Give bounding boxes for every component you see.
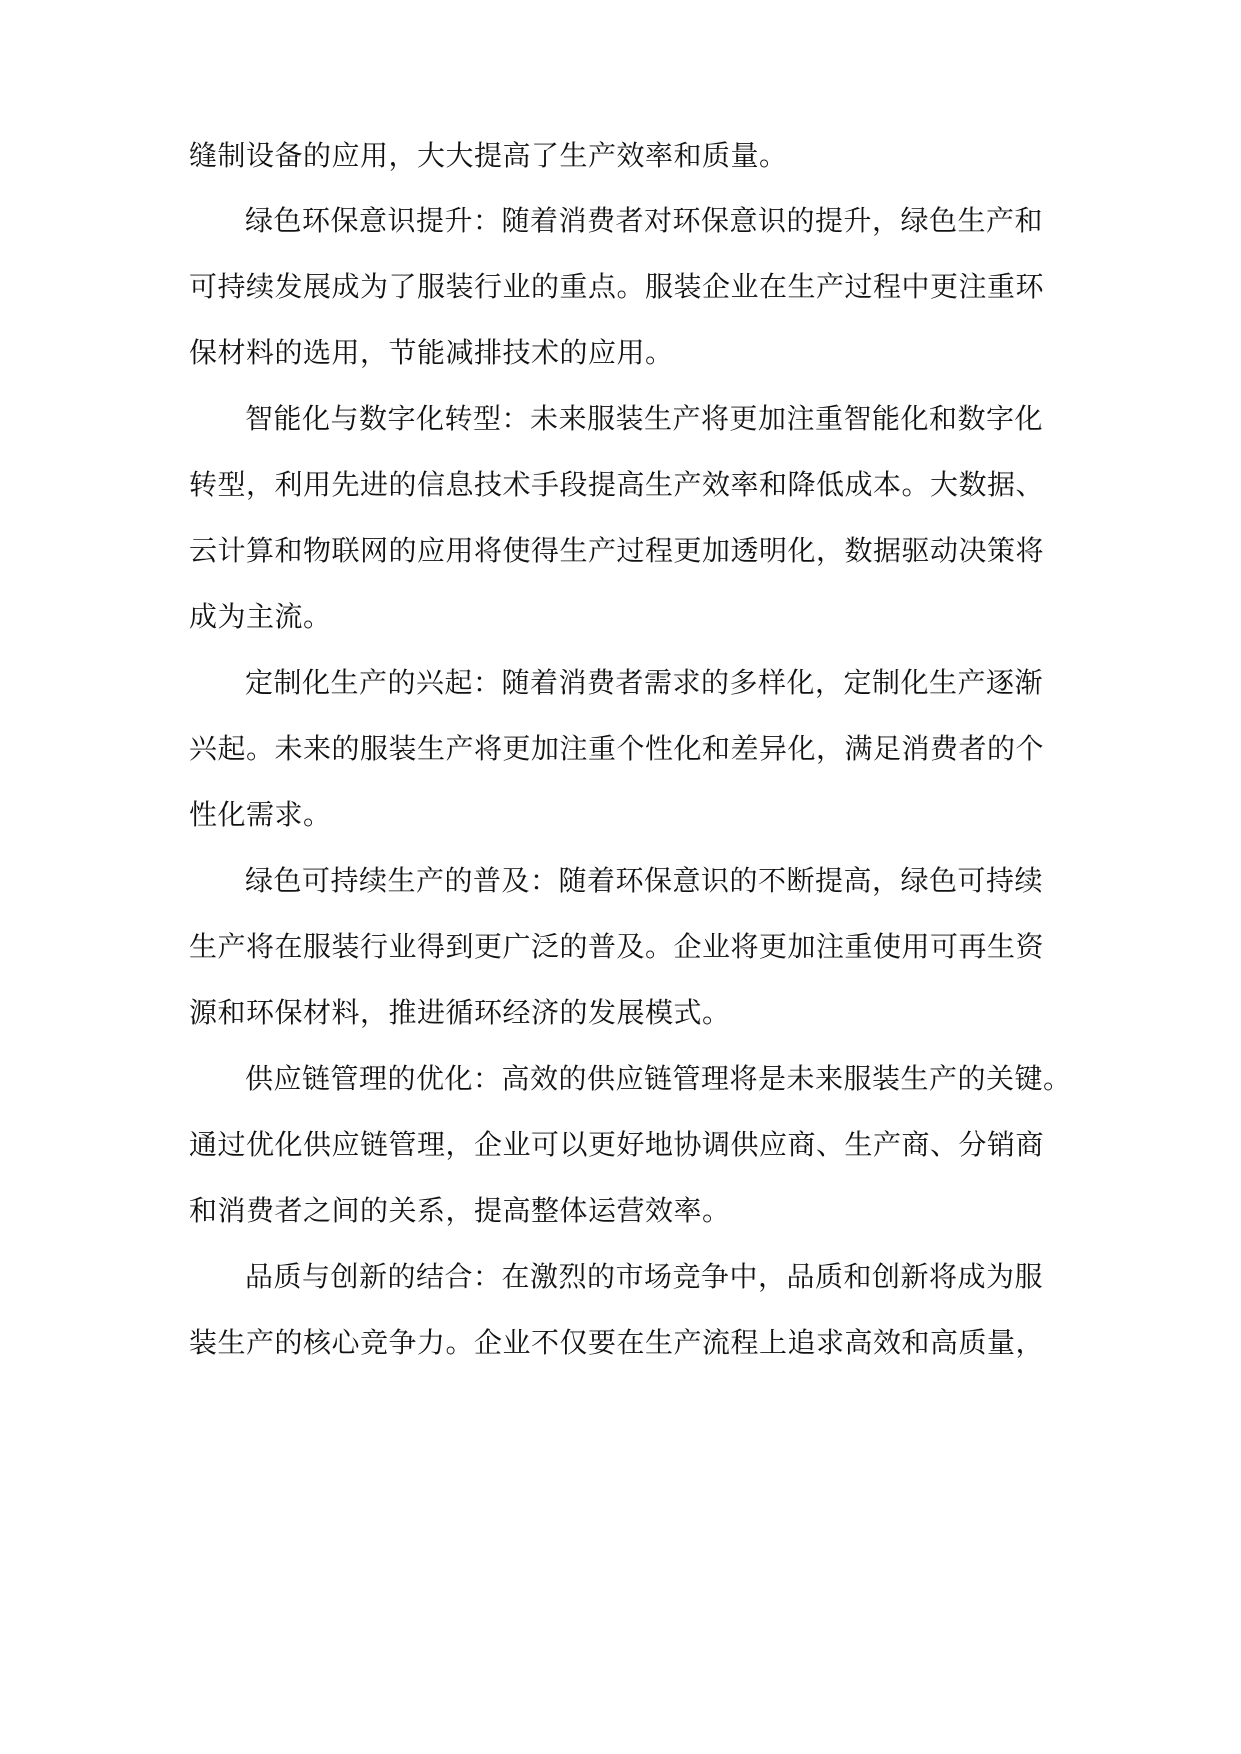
paragraph-first-line: 定制化生产的兴起：随着消费者需求的多样化，定制化生产逐渐 <box>245 666 1044 699</box>
text-line: 源和环保材料，推进循环经济的发展模式。 <box>189 996 731 1029</box>
text-line: 云计算和物联网的应用将使得生产过程更加透明化，数据驱动决策将 <box>189 534 1045 567</box>
paragraph-first-line: 绿色可持续生产的普及：随着环保意识的不断提高，绿色可持续 <box>245 864 1044 897</box>
text-line: 缝制设备的应用，大大提高了生产效率和质量。 <box>189 139 788 172</box>
paragraph-first-line: 绿色环保意识提升：随着消费者对环保意识的提升，绿色生产和 <box>245 204 1044 237</box>
text-line: 可持续发展成为了服装行业的重点。服装企业在生产过程中更注重环 <box>189 270 1045 303</box>
text-line: 生产将在服装行业得到更广泛的普及。企业将更加注重使用可再生资 <box>189 930 1045 963</box>
paragraph-first-line: 供应链管理的优化：高效的供应链管理将是未来服装生产的关键。 <box>245 1062 1072 1095</box>
text-line: 保材料的选用，节能减排技术的应用。 <box>189 336 674 369</box>
text-line: 转型，利用先进的信息技术手段提高生产效率和降低成本。大数据、 <box>189 468 1045 501</box>
text-line: 和消费者之间的关系，提高整体运营效率。 <box>189 1194 731 1227</box>
paragraph-first-line: 智能化与数字化转型：未来服装生产将更加注重智能化和数字化 <box>245 402 1044 435</box>
text-line: 装生产的核心竞争力。企业不仅要在生产流程上追求高效和高质量， <box>189 1326 1045 1359</box>
text-line: 成为主流。 <box>189 600 332 633</box>
text-line: 兴起。未来的服装生产将更加注重个性化和差异化，满足消费者的个 <box>189 732 1045 765</box>
text-line: 性化需求。 <box>189 798 332 831</box>
text-line: 通过优化供应链管理，企业可以更好地协调供应商、生产商、分销商 <box>189 1128 1045 1161</box>
paragraph-first-line: 品质与创新的结合：在激烈的市场竞争中，品质和创新将成为服 <box>245 1260 1044 1293</box>
